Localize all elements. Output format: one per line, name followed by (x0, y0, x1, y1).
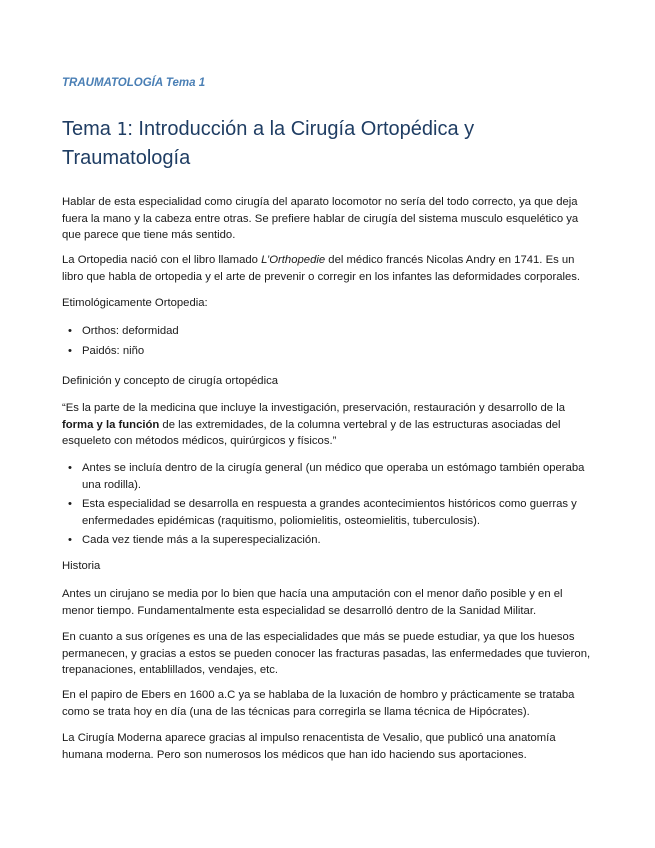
list-item (62, 343, 597, 360)
definition-quote (62, 400, 597, 450)
list-item-text: Cada vez tiende más a la superespecialización. (82, 534, 321, 546)
list-item (62, 532, 597, 549)
bullet-icon: • (68, 498, 72, 510)
list-item-text: Orthos: deformidad (82, 325, 179, 337)
list-item (62, 323, 597, 340)
list-item-text: Paidós: niño (82, 345, 145, 357)
quote-text-a: “Es la parte de la medicina que incluye la investigación, preservación, restauración y desarrollo de la (62, 402, 565, 414)
title-number: 1 (116, 119, 128, 140)
origin-text-a: La Ortopedia nació con el libro llamado (62, 254, 262, 266)
page-title (62, 115, 602, 172)
etymology-list (62, 323, 597, 363)
intro-paragraph: Hablar de esta especialidad como cirugía del aparato locomotor no sería del todo correcto, ya que deja fuera la mano y la cabeza entre otras. Se prefiere hablar de cirugía del sistema musculo esquelético ya que parece que tiene más sentido. (62, 196, 579, 241)
definition-heading: Definición y concepto de cirugía ortopédica (62, 375, 279, 387)
bullet-icon: • (68, 345, 72, 357)
origin-paragraph (62, 252, 597, 285)
title-prefix: Tema (62, 118, 117, 140)
history-paragraph-4: La Cirugía Moderna aparece gracias al impulso renacentista de Vesalio, que publicó una anatomía humana moderna. Pero son numerosos los médicos que han ido haciendo sus aportaciones. (62, 732, 556, 761)
history-paragraph-1: Antes un cirujano se media por lo bien que hacía una amputación con el menor daño posible y en el menor tiempo. Fundamentalmente esta especialidad se desarrolló dentro de la Sanidad Militar. (62, 588, 563, 617)
etymology-heading: Etimológicamente Ortopedia: (62, 297, 208, 309)
history-heading: Historia (62, 560, 101, 572)
bullet-icon: • (68, 534, 72, 546)
origin-book-title: L’Orthopedie (261, 254, 326, 266)
history-paragraph-3: En el papiro de Ebers en 1600 a.C ya se hablaba de la luxación de hombro y prácticamente se trataba como se trata hoy en día (una de las técnicas para corregirla se llama técnica de Hipócrates). (62, 689, 575, 718)
list-item-text: Antes se incluía dentro de la cirugía general (un médico que operaba un estómago también operaba una rodilla). (82, 462, 585, 491)
history-paragraph-2: En cuanto a sus orígenes es una de las especialidades que más se puede estudiar, ya que los huesos permanecen, y gracias a estos se pueden conocer las fracturas pasadas, las enfermedades que tuvieron, trepanaciones, entablillados, vendajes, etc. (62, 631, 591, 676)
running-header: TRAUMATOLOGÍA Tema 1 (62, 77, 206, 89)
origin-text-b: del médico francés Nicolas Andry en 1741. Es un libro que habla de ortopedia y el arte de prevenir o corregir en los infantes las deformidades corporales. (62, 254, 581, 283)
list-item-text: Esta especialidad se desarrolla en respuesta a grandes acontecimientos históricos como guerras y enfermedades epidémicas (raquitismo, poliomielitis, osteomielitis, tuberculosis). (82, 498, 577, 527)
quote-text-b: de las extremidades, de la columna vertebral y de las estructuras asociadas del esqueleto con métodos médicos, quirúrgicos y físicos.” (62, 418, 561, 447)
bullet-icon: • (68, 462, 72, 474)
title-rest: : Introducción a la Cirugía Ortopédica y Traumatología (62, 118, 475, 169)
list-item (62, 460, 597, 493)
quote-bold: forma y la función (62, 418, 160, 431)
bullet-icon: • (68, 325, 72, 337)
list-item (62, 496, 597, 529)
definition-list (62, 460, 597, 552)
